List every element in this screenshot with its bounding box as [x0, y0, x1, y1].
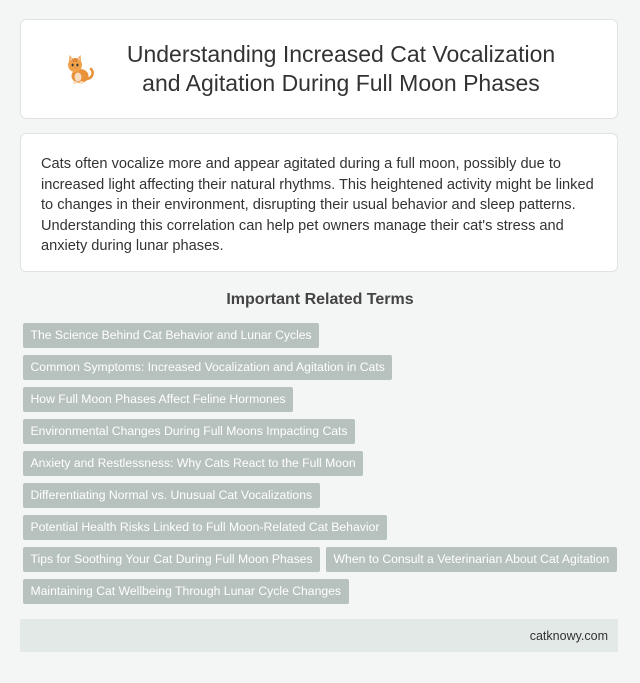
related-term-tag[interactable]: Anxiety and Restlessness: Why Cats React to the Full Moon [23, 451, 363, 476]
summary-text: Cats often vocalize more and appear agitated during a full moon, possibly due to increased light affecting their natural rhythms. This heightened activity might be linked to changes in their environment, disrupting their usual behavior and sleep patterns. Understanding this correlation can help pet owners manage their cat's stress and anxiety during lunar phases. [41, 156, 594, 254]
related-terms-heading: Important Related Terms [226, 291, 414, 308]
title-card [20, 19, 618, 119]
summary-card [20, 133, 618, 272]
related-term-tag[interactable]: Maintaining Cat Wellbeing Through Lunar Cycle Changes [23, 579, 349, 604]
related-term-tag[interactable]: Differentiating Normal vs. Unusual Cat Vocalizations [23, 483, 320, 508]
title-row [62, 40, 576, 98]
related-term-tag[interactable]: Potential Health Risks Linked to Full Moon-Related Cat Behavior [23, 515, 387, 540]
related-term-tag[interactable]: Common Symptoms: Increased Vocalization and Agitation in Cats [23, 355, 392, 380]
related-term-tag[interactable]: The Science Behind Cat Behavior and Lunar Cycles [23, 323, 319, 348]
related-term-tag[interactable]: When to Consult a Veterinarian About Cat Agitation [326, 547, 617, 572]
related-term-tag[interactable]: Tips for Soothing Your Cat During Full Moon Phases [23, 547, 320, 572]
related-term-tag[interactable]: Environmental Changes During Full Moons Impacting Cats [23, 419, 355, 444]
cat-icon [62, 52, 96, 86]
related-terms-list [23, 323, 623, 611]
footer [20, 619, 618, 652]
footer-site-name: catknowy.com [529, 628, 608, 643]
related-term-tag[interactable]: How Full Moon Phases Affect Feline Hormones [23, 387, 293, 412]
page-title: Understanding Increased Cat Vocalization and Agitation During Full Moon Phases [126, 41, 556, 96]
